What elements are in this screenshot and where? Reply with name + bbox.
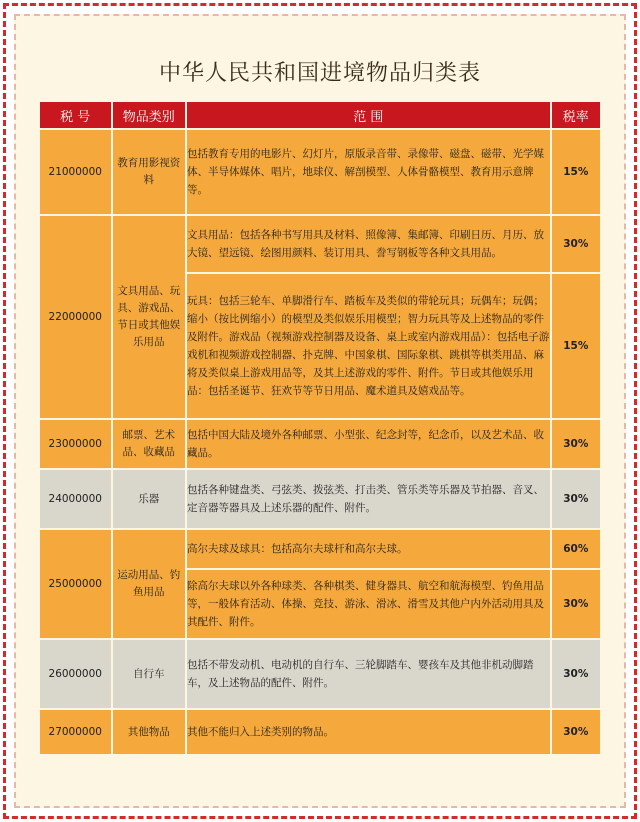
tax-code: 23000000 <box>40 420 111 468</box>
rate: 30% <box>552 470 600 528</box>
category: 乐器 <box>113 470 186 528</box>
tax-code: 21000000 <box>40 130 111 214</box>
category: 文具用品、玩具、游戏品、节日或其他娱乐用品 <box>113 216 186 418</box>
scope: 包括教育专用的电影片、幻灯片，原版录音带、录像带、磁盘、磁带、光学媒体、半导体媒体、唱片，地球仪、解剖模型、人体骨骼模型、教育用示意牌等。 <box>187 130 550 214</box>
category: 自行车 <box>113 640 186 708</box>
header-rate: 税率 <box>552 102 600 128</box>
scope: 除高尔夫球以外各种球类、各种棋类、健身器具、航空和航海模型、钓鱼用品等，一般体育活动、体操、竞技、游泳、滑冰、滑雪及其他户内外活动用具及其配件、附件。 <box>187 570 550 638</box>
rate: 30% <box>552 640 600 708</box>
tax-code: 22000000 <box>40 216 111 418</box>
table-row <box>40 640 600 708</box>
header-row <box>40 102 600 128</box>
rate: 15% <box>552 274 600 418</box>
scope: 玩具：包括三轮车、单脚滑行车、踏板车及类似的带轮玩具；玩偶车；玩偶；缩小（按比例缩小）的模型及类似娱乐用模型；智力玩具等及上述物品的零件及附件。游戏品（视频游戏控制器及设备、桌上或室内游戏用品）：包括电子游戏机和视频游戏控制器、扑克牌、中国象棋、国际象棋、跳棋等棋类用品、麻将及类似桌上游戏用品等，及其上述游戏的零件、附件。节日或其他娱乐用品：包括圣诞节、狂欢节等节日用品、魔术道具及嬉戏品等。 <box>187 274 550 418</box>
scope: 其他不能归入上述类别的物品。 <box>187 710 550 754</box>
category: 教育用影视资料 <box>113 130 186 214</box>
table-row <box>40 530 600 568</box>
tax-code: 26000000 <box>40 640 111 708</box>
scope: 包括不带发动机、电动机的自行车、三轮脚踏车、婴孩车及其他非机动脚踏车，及上述物品的配件、附件。 <box>187 640 550 708</box>
page-title: 中华人民共和国进境物品归类表 <box>158 61 481 86</box>
scope: 高尔夫球及球具：包括高尔夫球杆和高尔夫球。 <box>187 530 550 568</box>
table-row <box>40 216 600 272</box>
scope: 包括中国大陆及境外各种邮票、小型张、纪念封等，纪念币，以及艺术品、收藏品。 <box>187 420 550 468</box>
classification-table <box>38 100 602 756</box>
rate: 30% <box>552 420 600 468</box>
category: 其他物品 <box>113 710 186 754</box>
table-row <box>40 710 600 754</box>
header-category: 物品类别 <box>113 102 186 128</box>
table-row <box>40 420 600 468</box>
table-row <box>40 130 600 214</box>
header-scope: 范 围 <box>187 102 550 128</box>
table-row <box>40 470 600 528</box>
rate: 15% <box>552 130 600 214</box>
rate: 30% <box>552 216 600 272</box>
rate: 30% <box>552 710 600 754</box>
category: 运动用品、钓鱼用品 <box>113 530 186 638</box>
tax-code: 27000000 <box>40 710 111 754</box>
category: 邮票、艺术品、收藏品 <box>113 420 186 468</box>
rate: 60% <box>552 530 600 568</box>
tax-code: 25000000 <box>40 530 111 638</box>
scope: 包括各种键盘类、弓弦类、拨弦类、打击类、管乐类等乐器及节拍器、音叉、定音器等器具及上述乐器的配件、附件。 <box>187 470 550 528</box>
scope: 文具用品：包括各种书写用具及材料、照像簿、集邮簿、印刷日历、月历、放大镜、望远镜、绘图用颜料、装订用具、誊写钢板等各种文具用品。 <box>187 216 550 272</box>
rate: 30% <box>552 570 600 638</box>
header-code: 税 号 <box>40 102 111 128</box>
tax-code: 24000000 <box>40 470 111 528</box>
